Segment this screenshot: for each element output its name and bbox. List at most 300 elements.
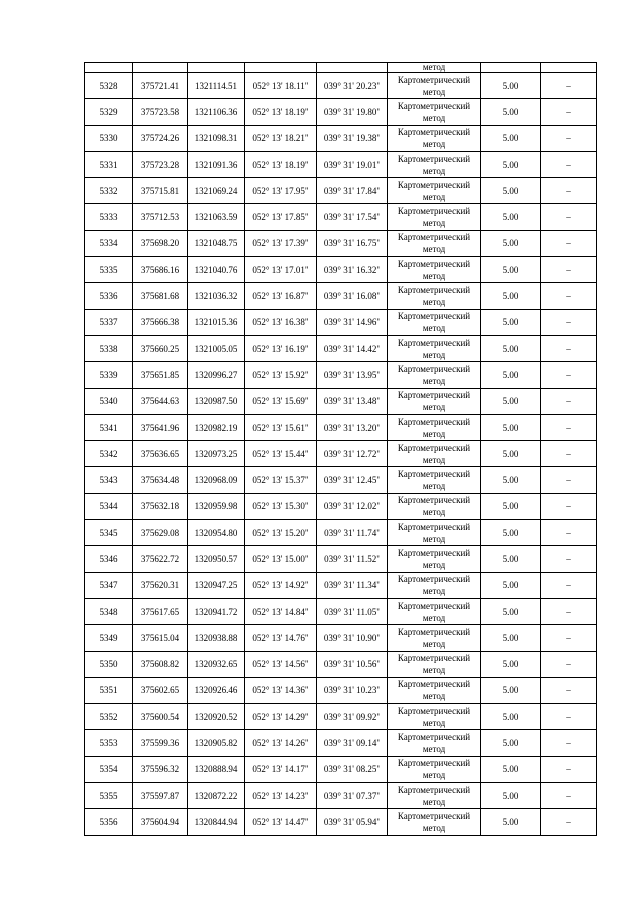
method-cell <box>388 151 481 177</box>
method-text-line2: метод <box>422 481 446 492</box>
method-text-line2: метод <box>422 402 446 413</box>
method-text-line2: метод <box>422 612 446 623</box>
y-coordinate-cell: 1320888.94 <box>188 756 245 782</box>
point-number-cell: 5333 <box>85 204 133 230</box>
y-coordinate-cell: 1321069.24 <box>188 178 245 204</box>
accuracy-cell: 5.00 <box>481 677 541 703</box>
method-cell <box>388 467 481 493</box>
dash-cell: – <box>541 598 597 624</box>
method-cell <box>388 572 481 598</box>
y-coordinate-cell: 1320926.46 <box>188 677 245 703</box>
latitude-cell: 052° 13' 15.30" <box>245 493 317 519</box>
x-coordinate-cell: 375622.72 <box>133 546 188 572</box>
method-text-line1: Картометрический <box>397 232 471 243</box>
dash-cell: – <box>541 125 597 151</box>
table-row <box>85 651 597 677</box>
longitude-cell: 039° 31' 13.48" <box>317 388 388 414</box>
accuracy-cell: 5.00 <box>481 178 541 204</box>
method-cell <box>388 125 481 151</box>
point-number-cell: 5334 <box>85 230 133 256</box>
method-text-line2: метод <box>422 218 446 229</box>
latitude-cell: 052° 13' 14.56" <box>245 651 317 677</box>
y-coordinate-cell: 1320941.72 <box>188 598 245 624</box>
table-row <box>85 546 597 572</box>
dash-cell: – <box>541 388 597 414</box>
method-cell <box>388 309 481 335</box>
method-text-line1: Картометрический <box>397 574 471 585</box>
point-number-cell: 5354 <box>85 756 133 782</box>
y-coordinate-cell: 1320872.22 <box>188 783 245 809</box>
point-number-cell: 5356 <box>85 809 133 835</box>
latitude-cell: 052° 13' 16.87" <box>245 283 317 309</box>
latitude-cell: 052° 13' 18.19" <box>245 151 317 177</box>
table-row <box>85 625 597 651</box>
longitude-cell: 039° 31' 20.23" <box>317 73 388 99</box>
dash-cell: – <box>541 625 597 651</box>
method-text-line1: Картометрический <box>397 258 471 269</box>
method-cell <box>388 520 481 546</box>
latitude-cell: 052° 13' 18.21" <box>245 125 317 151</box>
longitude-cell: 039° 31' 14.42" <box>317 335 388 361</box>
accuracy-cell: 5.00 <box>481 388 541 414</box>
x-coordinate-cell: 375641.96 <box>133 414 188 440</box>
x-coordinate-cell: 375629.08 <box>133 520 188 546</box>
accuracy-cell: 5.00 <box>481 441 541 467</box>
point-number-cell: 5345 <box>85 520 133 546</box>
latitude-cell: 052° 13' 15.37" <box>245 467 317 493</box>
dash-cell: – <box>541 467 597 493</box>
x-coordinate-cell: 375686.16 <box>133 257 188 283</box>
table-row <box>85 730 597 756</box>
method-text-line1: Картометрический <box>397 653 471 664</box>
method-cell <box>388 362 481 388</box>
method-text-line1: Картометрический <box>397 732 471 743</box>
longitude-cell: 039° 31' 10.56" <box>317 651 388 677</box>
table-row <box>85 335 597 361</box>
method-text-line1: Картометрический <box>397 179 471 190</box>
table-row <box>85 783 597 809</box>
dash-cell: – <box>541 309 597 335</box>
accuracy-cell: 5.00 <box>481 493 541 519</box>
dash-cell: – <box>541 99 597 125</box>
longitude-cell: 039° 31' 16.08" <box>317 283 388 309</box>
method-text-line1: Картометрический <box>397 521 471 532</box>
method-cell <box>388 756 481 782</box>
method-cell <box>388 230 481 256</box>
accuracy-cell: 5.00 <box>481 335 541 361</box>
method-text-line2: метод <box>422 139 446 150</box>
x-coordinate-cell: 375644.63 <box>133 388 188 414</box>
longitude-cell: 039° 31' 12.02" <box>317 493 388 519</box>
x-coordinate-cell: 375597.87 <box>133 783 188 809</box>
method-cell <box>388 677 481 703</box>
method-cell <box>388 783 481 809</box>
accuracy-cell: 5.00 <box>481 204 541 230</box>
point-number-cell: 5350 <box>85 651 133 677</box>
method-text-line2: метод <box>422 375 446 386</box>
dash-cell: – <box>541 230 597 256</box>
table-cell <box>245 63 317 73</box>
y-coordinate-cell: 1320982.19 <box>188 414 245 440</box>
accuracy-cell: 5.00 <box>481 730 541 756</box>
accuracy-cell: 5.00 <box>481 151 541 177</box>
latitude-cell: 052° 13' 15.00" <box>245 546 317 572</box>
y-coordinate-cell: 1321005.05 <box>188 335 245 361</box>
latitude-cell: 052° 13' 17.85" <box>245 204 317 230</box>
longitude-cell: 039° 31' 19.01" <box>317 151 388 177</box>
y-coordinate-cell: 1320987.50 <box>188 388 245 414</box>
dash-cell: – <box>541 677 597 703</box>
table-cell <box>188 63 245 73</box>
latitude-cell: 052° 13' 14.47" <box>245 809 317 835</box>
x-coordinate-cell: 375666.38 <box>133 309 188 335</box>
method-text-line2: метод <box>422 86 446 97</box>
table-row <box>85 73 597 99</box>
y-coordinate-cell: 1320920.52 <box>188 704 245 730</box>
longitude-cell: 039° 31' 10.90" <box>317 625 388 651</box>
x-coordinate-cell: 375724.26 <box>133 125 188 151</box>
table-row <box>85 756 597 782</box>
point-number-cell: 5349 <box>85 625 133 651</box>
table-row <box>85 204 597 230</box>
method-cell <box>388 651 481 677</box>
x-coordinate-cell: 375599.36 <box>133 730 188 756</box>
method-cell <box>388 63 481 73</box>
point-number-cell: 5336 <box>85 283 133 309</box>
latitude-cell: 052° 13' 17.01" <box>245 257 317 283</box>
table-row <box>85 414 597 440</box>
method-cell <box>388 704 481 730</box>
table-row <box>85 704 597 730</box>
accuracy-cell: 5.00 <box>481 230 541 256</box>
accuracy-cell: 5.00 <box>481 125 541 151</box>
method-cell <box>388 99 481 125</box>
dash-cell: – <box>541 493 597 519</box>
latitude-cell: 052° 13' 14.17" <box>245 756 317 782</box>
method-cell <box>388 388 481 414</box>
method-text-line2: метод <box>422 665 446 676</box>
table-row <box>85 283 597 309</box>
latitude-cell: 052° 13' 15.92" <box>245 362 317 388</box>
accuracy-cell: 5.00 <box>481 572 541 598</box>
method-text-line1: Картометрический <box>397 784 471 795</box>
dash-cell: – <box>541 335 597 361</box>
method-text-line2: метод <box>422 507 446 518</box>
method-cell <box>388 441 481 467</box>
x-coordinate-cell: 375651.85 <box>133 362 188 388</box>
point-number-cell: 5347 <box>85 572 133 598</box>
x-coordinate-cell: 375608.82 <box>133 651 188 677</box>
dash-cell: – <box>541 414 597 440</box>
method-text-line2: метод <box>422 244 446 255</box>
latitude-cell: 052° 13' 14.26" <box>245 730 317 756</box>
method-text-line2: метод <box>422 770 446 781</box>
table-row <box>85 257 597 283</box>
point-number-cell: 5340 <box>85 388 133 414</box>
latitude-cell: 052° 13' 17.39" <box>245 230 317 256</box>
y-coordinate-cell: 1320959.98 <box>188 493 245 519</box>
longitude-cell: 039° 31' 05.94" <box>317 809 388 835</box>
longitude-cell: 039° 31' 11.34" <box>317 572 388 598</box>
dash-cell: – <box>541 520 597 546</box>
method-text-line1: Картометрический <box>397 705 471 716</box>
latitude-cell: 052° 13' 14.29" <box>245 704 317 730</box>
method-cell <box>388 414 481 440</box>
x-coordinate-cell: 375617.65 <box>133 598 188 624</box>
method-cell <box>388 809 481 835</box>
x-coordinate-cell: 375604.94 <box>133 809 188 835</box>
latitude-cell: 052° 13' 18.11" <box>245 73 317 99</box>
accuracy-cell: 5.00 <box>481 362 541 388</box>
point-number-cell: 5348 <box>85 598 133 624</box>
x-coordinate-cell: 375632.18 <box>133 493 188 519</box>
longitude-cell: 039° 31' 16.32" <box>317 257 388 283</box>
table-cell <box>85 63 133 73</box>
method-cell <box>388 257 481 283</box>
longitude-cell: 039° 31' 12.72" <box>317 441 388 467</box>
latitude-cell: 052° 13' 14.84" <box>245 598 317 624</box>
table-row <box>85 809 597 835</box>
latitude-cell: 052° 13' 18.19" <box>245 99 317 125</box>
latitude-cell: 052° 13' 14.92" <box>245 572 317 598</box>
dash-cell: – <box>541 73 597 99</box>
method-text-line1: Картометрический <box>397 74 471 85</box>
method-cell <box>388 178 481 204</box>
point-number-cell: 5338 <box>85 335 133 361</box>
latitude-cell: 052° 13' 14.23" <box>245 783 317 809</box>
accuracy-cell: 5.00 <box>481 520 541 546</box>
method-cell <box>388 204 481 230</box>
longitude-cell: 039° 31' 19.80" <box>317 99 388 125</box>
y-coordinate-cell: 1320950.57 <box>188 546 245 572</box>
longitude-cell: 039° 31' 14.96" <box>317 309 388 335</box>
table-row <box>85 230 597 256</box>
latitude-cell: 052° 13' 14.36" <box>245 677 317 703</box>
method-text-line2: метод <box>422 297 446 308</box>
latitude-cell: 052° 13' 16.19" <box>245 335 317 361</box>
table-cell <box>317 63 388 73</box>
accuracy-cell: 5.00 <box>481 467 541 493</box>
method-text-line2: метод <box>422 270 446 281</box>
point-number-cell: 5342 <box>85 441 133 467</box>
y-coordinate-cell: 1321048.75 <box>188 230 245 256</box>
table-row <box>85 178 597 204</box>
method-text-line2: метод <box>422 796 446 807</box>
dash-cell: – <box>541 730 597 756</box>
y-coordinate-cell: 1321036.32 <box>188 283 245 309</box>
method-text-line2: метод <box>422 428 446 439</box>
y-coordinate-cell: 1320844.94 <box>188 809 245 835</box>
method-text-line1: Картометрический <box>397 153 471 164</box>
method-cell <box>388 493 481 519</box>
table-row <box>85 441 597 467</box>
accuracy-cell: 5.00 <box>481 809 541 835</box>
table-row <box>85 99 597 125</box>
method-text-line1: Картометрический <box>397 285 471 296</box>
point-number-cell: 5352 <box>85 704 133 730</box>
point-number-cell: 5353 <box>85 730 133 756</box>
x-coordinate-cell: 375596.32 <box>133 756 188 782</box>
method-text-line1: Картометрический <box>397 416 471 427</box>
method-text-line2: метод <box>422 349 446 360</box>
longitude-cell: 039° 31' 11.52" <box>317 546 388 572</box>
point-number-cell: 5343 <box>85 467 133 493</box>
point-number-cell: 5351 <box>85 677 133 703</box>
longitude-cell: 039° 31' 08.25" <box>317 756 388 782</box>
table-row <box>85 467 597 493</box>
accuracy-cell: 5.00 <box>481 99 541 125</box>
method-text-line1: Картометрический <box>397 469 471 480</box>
method-text-line2: метод <box>422 533 446 544</box>
method-text: метод <box>422 62 446 72</box>
latitude-cell: 052° 13' 15.61" <box>245 414 317 440</box>
method-text-line2: метод <box>422 822 446 833</box>
x-coordinate-cell: 375620.31 <box>133 572 188 598</box>
method-text-line2: метод <box>422 691 446 702</box>
x-coordinate-cell: 375681.68 <box>133 283 188 309</box>
method-text-line2: метод <box>422 717 446 728</box>
x-coordinate-cell: 375615.04 <box>133 625 188 651</box>
table-row <box>85 151 597 177</box>
dash-cell: – <box>541 546 597 572</box>
table-row <box>85 598 597 624</box>
longitude-cell: 039° 31' 11.05" <box>317 598 388 624</box>
method-text-line2: метод <box>422 191 446 202</box>
longitude-cell: 039° 31' 12.45" <box>317 467 388 493</box>
method-text-line1: Картометрический <box>397 337 471 348</box>
table-row <box>85 388 597 414</box>
longitude-cell: 039° 31' 17.54" <box>317 204 388 230</box>
accuracy-cell: 5.00 <box>481 625 541 651</box>
x-coordinate-cell: 375698.20 <box>133 230 188 256</box>
longitude-cell: 039° 31' 11.74" <box>317 520 388 546</box>
accuracy-cell: 5.00 <box>481 598 541 624</box>
y-coordinate-cell: 1321063.59 <box>188 204 245 230</box>
method-cell <box>388 335 481 361</box>
table-row <box>85 309 597 335</box>
y-coordinate-cell: 1321040.76 <box>188 257 245 283</box>
method-text-line1: Картометрический <box>397 810 471 821</box>
x-coordinate-cell: 375634.48 <box>133 467 188 493</box>
dash-cell: – <box>541 572 597 598</box>
longitude-cell: 039° 31' 09.92" <box>317 704 388 730</box>
table-row <box>85 125 597 151</box>
longitude-cell: 039° 31' 10.23" <box>317 677 388 703</box>
x-coordinate-cell: 375723.28 <box>133 151 188 177</box>
table-cell <box>541 63 597 73</box>
dash-cell: – <box>541 651 597 677</box>
point-number-cell: 5346 <box>85 546 133 572</box>
latitude-cell: 052° 13' 14.76" <box>245 625 317 651</box>
y-coordinate-cell: 1321015.36 <box>188 309 245 335</box>
accuracy-cell: 5.00 <box>481 283 541 309</box>
longitude-cell: 039° 31' 19.38" <box>317 125 388 151</box>
dash-cell: – <box>541 204 597 230</box>
dash-cell: – <box>541 756 597 782</box>
method-text-line1: Картометрический <box>397 100 471 111</box>
dash-cell: – <box>541 283 597 309</box>
dash-cell: – <box>541 151 597 177</box>
latitude-cell: 052° 13' 15.69" <box>245 388 317 414</box>
point-number-cell: 5341 <box>85 414 133 440</box>
y-coordinate-cell: 1320954.80 <box>188 520 245 546</box>
method-cell <box>388 546 481 572</box>
method-text-line2: метод <box>422 454 446 465</box>
point-number-cell: 5355 <box>85 783 133 809</box>
latitude-cell: 052° 13' 17.95" <box>245 178 317 204</box>
table-row <box>85 572 597 598</box>
y-coordinate-cell: 1320996.27 <box>188 362 245 388</box>
method-text-line1: Картометрический <box>397 442 471 453</box>
table-cell <box>481 63 541 73</box>
method-cell <box>388 730 481 756</box>
x-coordinate-cell: 375715.81 <box>133 178 188 204</box>
method-text-line1: Картометрический <box>397 311 471 322</box>
accuracy-cell: 5.00 <box>481 704 541 730</box>
method-text-line2: метод <box>422 586 446 597</box>
method-text-line1: Картометрический <box>397 626 471 637</box>
table-row <box>85 520 597 546</box>
latitude-cell: 052° 13' 15.44" <box>245 441 317 467</box>
y-coordinate-cell: 1320968.09 <box>188 467 245 493</box>
method-text-line2: метод <box>422 638 446 649</box>
longitude-cell: 039° 31' 17.84" <box>317 178 388 204</box>
table-row <box>85 362 597 388</box>
accuracy-cell: 5.00 <box>481 651 541 677</box>
latitude-cell: 052° 13' 16.38" <box>245 309 317 335</box>
x-coordinate-cell: 375602.65 <box>133 677 188 703</box>
method-cell <box>388 283 481 309</box>
x-coordinate-cell: 375712.53 <box>133 204 188 230</box>
dash-cell: – <box>541 704 597 730</box>
longitude-cell: 039° 31' 13.95" <box>317 362 388 388</box>
method-text-line1: Картометрический <box>397 127 471 138</box>
point-number-cell: 5337 <box>85 309 133 335</box>
accuracy-cell: 5.00 <box>481 414 541 440</box>
y-coordinate-cell: 1320973.25 <box>188 441 245 467</box>
longitude-cell: 039° 31' 16.75" <box>317 230 388 256</box>
dash-cell: – <box>541 178 597 204</box>
y-coordinate-cell: 1321091.36 <box>188 151 245 177</box>
method-cell <box>388 598 481 624</box>
accuracy-cell: 5.00 <box>481 546 541 572</box>
y-coordinate-cell: 1320932.65 <box>188 651 245 677</box>
method-text-line1: Картометрический <box>397 495 471 506</box>
method-text-line1: Картометрический <box>397 547 471 558</box>
dash-cell: – <box>541 257 597 283</box>
method-text-line2: метод <box>422 559 446 570</box>
y-coordinate-cell: 1321098.31 <box>188 125 245 151</box>
table-cell <box>133 63 188 73</box>
method-text-line1: Картометрический <box>397 206 471 217</box>
method-text-line1: Картометрический <box>397 600 471 611</box>
y-coordinate-cell: 1320905.82 <box>188 730 245 756</box>
method-text-line2: метод <box>422 323 446 334</box>
x-coordinate-cell: 375600.54 <box>133 704 188 730</box>
y-coordinate-cell: 1321106.36 <box>188 99 245 125</box>
longitude-cell: 039° 31' 07.37" <box>317 783 388 809</box>
longitude-cell: 039° 31' 09.14" <box>317 730 388 756</box>
coordinates-table <box>84 62 597 836</box>
y-coordinate-cell: 1320938.88 <box>188 625 245 651</box>
point-number-cell: 5329 <box>85 99 133 125</box>
point-number-cell: 5344 <box>85 493 133 519</box>
point-number-cell: 5328 <box>85 73 133 99</box>
method-text-line1: Картометрический <box>397 390 471 401</box>
method-text-line2: метод <box>422 744 446 755</box>
x-coordinate-cell: 375721.41 <box>133 73 188 99</box>
y-coordinate-cell: 1320947.25 <box>188 572 245 598</box>
